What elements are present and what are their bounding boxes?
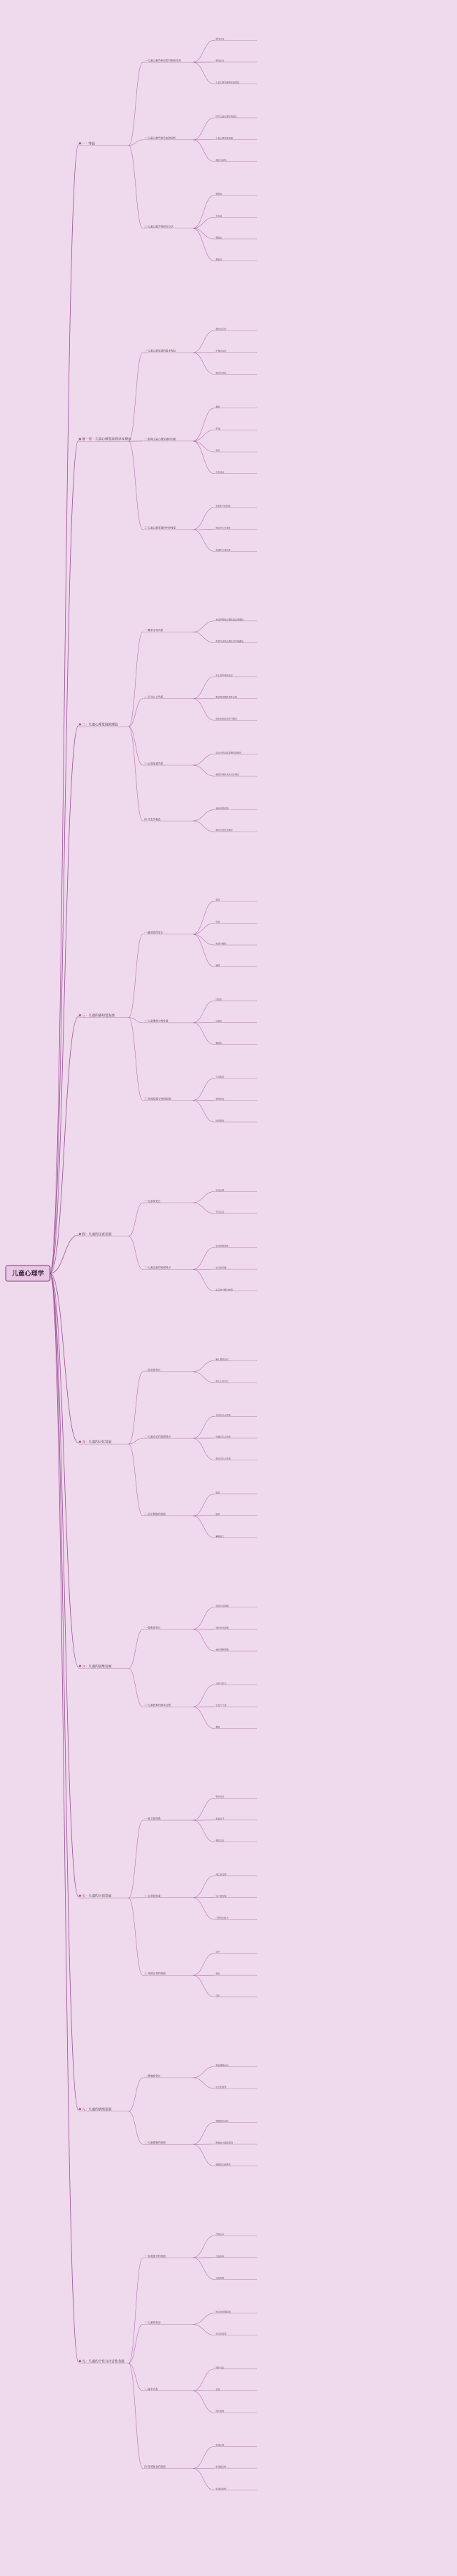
leaf-label: 简单发音 (216, 1795, 225, 1799)
connector (193, 1607, 214, 1630)
section-marker (79, 1441, 81, 1443)
connector (193, 441, 214, 452)
section-label: 第一章 · 儿童心理发展的基本理论 (82, 438, 131, 442)
leaf-label: 情绪的自我调节 (216, 2163, 231, 2166)
connector (193, 934, 214, 945)
connector (129, 2111, 143, 2144)
leaf-label: 埃里克森的心理社会发展理论 (216, 640, 244, 643)
connector-layer (50, 40, 214, 2490)
leaf-label: 复述 (216, 1490, 221, 1494)
node-layer (6, 36, 257, 2490)
subtopic-label: 二·儿童观察力的发展 (144, 1019, 169, 1023)
leaf-label: 机械记忆占优势 (216, 1435, 231, 1438)
leaf-label: 性别稳定性 (216, 2465, 227, 2469)
connector (50, 1273, 79, 1667)
connector (193, 1630, 214, 1651)
connector (193, 2468, 214, 2490)
connector (193, 632, 214, 642)
leaf-label: 教育 (216, 449, 221, 453)
leaf-label: 相互作用论 (216, 371, 227, 375)
leaf-label: 情绪的社会化 (216, 2119, 229, 2123)
connector (193, 923, 214, 934)
connector (129, 2363, 143, 2468)
root-label: 儿童心理学 (11, 1271, 44, 1278)
subtopic-label: 一·情绪的发生 (144, 2074, 161, 2078)
leaf-label: 注意的稳定性 (216, 1244, 229, 1248)
connector (193, 2324, 214, 2335)
connector (193, 1023, 214, 1044)
section-label: 七 · 儿童的言语发展 (82, 1894, 112, 1899)
subtopic-label: 三·同伴关系 (144, 2388, 159, 2391)
leaf-label: 班杜拉的社会学习理论 (216, 717, 238, 721)
connector (193, 118, 214, 140)
connector (193, 2369, 214, 2391)
leaf-label: 依恋的发展阶段 (216, 2310, 231, 2313)
connector (193, 430, 214, 441)
leaf-label: 环境 (216, 427, 221, 430)
subtopic-label: 一·前言语阶段 (144, 1817, 161, 1820)
connector (193, 2122, 214, 2144)
connector (193, 1494, 214, 1516)
connector (193, 2236, 214, 2258)
leaf-label: 华生的环境决定论 (216, 673, 233, 677)
connector (193, 699, 214, 720)
connector (50, 726, 79, 1273)
connector (50, 1273, 79, 1443)
leaf-label: 胎儿期的记忆 (216, 1358, 229, 1361)
leaf-label: 概括 (216, 1725, 221, 1729)
connector (193, 901, 214, 934)
leaf-label: 观察法 (216, 192, 223, 196)
connector (129, 1372, 143, 1444)
subtopic-label: 一·精神分析学派 (144, 629, 164, 632)
subtopic-label: 四·性别角色的发展 (144, 2465, 166, 2469)
section-marker (79, 142, 81, 144)
connector (129, 727, 143, 821)
subtopic-label: 一·记忆的发生 (144, 1368, 161, 1372)
connector (193, 1101, 214, 1122)
leaf-label: 测验法 (216, 258, 223, 261)
connector (129, 1898, 143, 1975)
leaf-label: 视觉 (216, 898, 221, 901)
connector (129, 727, 143, 765)
leaf-label: 直觉行动思维 (216, 1604, 229, 1607)
leaf-label: 弗洛伊德的心理性欲发展理论 (216, 617, 244, 621)
subtopic-label: 二·儿童心理学的历史和现状 (144, 136, 176, 140)
connector (129, 62, 143, 146)
leaf-label: 注意的分配与转移 (216, 1288, 233, 1291)
connector (129, 2078, 143, 2111)
leaf-label: 洛伦兹的印刻 (216, 807, 229, 810)
connector (193, 1360, 214, 1372)
subtopic-label: 一·儿童心理发展的基本观点 (144, 349, 176, 353)
leaf-label: 持续性 (216, 1019, 223, 1023)
subtopic-label: 三·书面言语的发展 (144, 1972, 166, 1976)
connector (50, 144, 79, 1273)
connector (193, 1684, 214, 1707)
connector (129, 2258, 143, 2363)
subtopic-label: 三·认知发展学派 (144, 762, 164, 765)
section-label: 四 · 儿童的注意发展 (82, 1233, 112, 1237)
section-label: 八 · 儿童的情绪发展 (82, 2108, 112, 2112)
connector (193, 2078, 214, 2088)
connector (193, 1438, 214, 1460)
subtopic-label: 二·儿童的依恋 (144, 2321, 161, 2325)
subtopic-label: 二·言语的形成 (144, 1894, 161, 1898)
leaf-label: 新生儿的记忆 (216, 1379, 229, 1383)
leaf-label: 阅读 (216, 1972, 221, 1976)
leaf-label: 精细加工 (216, 1535, 225, 1538)
subtopic-label: 二·儿童思维的基本过程 (144, 1704, 171, 1707)
leaf-label: 调查法 (216, 236, 223, 239)
leaf-label: 形象记忆占优势 (216, 1457, 231, 1460)
connector (193, 196, 214, 228)
connector (193, 140, 214, 161)
leaf-label: 实验法 (216, 214, 223, 218)
leaf-label: 概括性 (216, 1041, 223, 1045)
connector (193, 1898, 214, 1919)
section-label: 一 · 绪论 (82, 142, 96, 146)
connector (129, 1668, 143, 1707)
leaf-label: 自我认识 (216, 2233, 225, 2236)
connector (50, 1273, 79, 2110)
leaf-label: 目的性 (216, 998, 223, 1001)
section-marker (79, 2360, 81, 2362)
leaf-label: 稳定性与可变性 (216, 526, 231, 530)
leaf-label: 写作 (216, 1994, 221, 1997)
leaf-label: 维果茨基的文化历史理论 (216, 773, 240, 777)
connector (193, 62, 214, 84)
connector (193, 353, 214, 374)
connector (193, 934, 214, 967)
subtopic-label: 二·儿童注意的发展特点 (144, 1266, 171, 1270)
leaf-label: 自我体验 (216, 2254, 225, 2258)
subtopic-label: 二·儿童记忆的发展特点 (144, 1435, 171, 1438)
leaf-label: 斯金纳的操作条件反射 (216, 695, 238, 699)
connector (193, 2144, 214, 2166)
leaf-label: 自我控制 (216, 2276, 225, 2280)
connector (129, 1630, 143, 1669)
subtopic-label: 二·影响儿童心理发展的因素 (144, 438, 176, 441)
leaf-label: 依恋的类型 (216, 2332, 227, 2335)
section-label: 二 · 儿童心理发展的理论 (82, 723, 119, 727)
leaf-label: 科学儿童心理学的诞生 (216, 114, 238, 118)
subtopic-label: 三·记忆策略的发展 (144, 1512, 166, 1516)
connector (193, 1372, 214, 1383)
connector (193, 330, 214, 353)
subtopic-label: 三·空间知觉与时间知觉 (144, 1097, 171, 1101)
connector (193, 1079, 214, 1101)
leaf-label: 组织 (216, 1512, 221, 1516)
leaf-label: 社会性微笑 (216, 2086, 227, 2089)
connector (193, 1203, 214, 1213)
leaf-label: 皮亚杰的认知发展阶段理论 (216, 751, 242, 754)
subtopic-label: 一·注意的发生 (144, 1199, 161, 1203)
leaf-label: 儿童心理学的发展 (216, 136, 233, 140)
connector (193, 530, 214, 551)
leaf-label: 连续音节 (216, 1817, 225, 1820)
leaf-label: 定向反射 (216, 1188, 225, 1192)
connector (129, 1444, 143, 1516)
connector (193, 1876, 214, 1898)
leaf-label: 遗传决定论 (216, 328, 227, 331)
connector (129, 1203, 143, 1236)
leaf-label: 抽象逻辑思维 (216, 1648, 229, 1652)
connector (193, 228, 214, 239)
connector (193, 1191, 214, 1203)
leaf-label: 儿童心理发展的年龄阶段 (216, 81, 240, 84)
connector (129, 441, 143, 530)
connector (129, 353, 143, 441)
leaf-label: 原始情绪反应 (216, 2064, 229, 2067)
section-marker (79, 2108, 81, 2110)
connector (193, 765, 214, 776)
section-label: 五 · 儿童的记忆发展 (82, 1440, 112, 1445)
leaf-label: 识字 (216, 1950, 221, 1954)
subtopic-label: 一·儿童心理学研究的对象和任务 (144, 59, 181, 62)
leaf-label: 触觉 (216, 964, 221, 967)
leaf-label: 无意识记占优势 (216, 1413, 231, 1417)
connector (129, 146, 143, 228)
subtopic-label: 三·儿童心理发展的年龄特征 (144, 526, 176, 530)
connector (129, 934, 143, 1018)
connector (193, 1247, 214, 1269)
section-marker (79, 1014, 81, 1016)
connector (193, 2391, 214, 2413)
connector (129, 1820, 143, 1898)
connector (193, 507, 214, 530)
leaf-label: 比较与分类 (216, 1704, 227, 1707)
connector (193, 621, 214, 632)
section-marker (79, 1894, 81, 1896)
connector (129, 699, 143, 727)
leaf-label: 性别恒常性 (216, 2487, 227, 2490)
leaf-label: 模仿发音 (216, 1839, 225, 1842)
leaf-label: 研究对象 (216, 37, 225, 41)
section-marker (79, 438, 81, 440)
leaf-label: 普遍性与差异性 (216, 548, 231, 552)
connector (193, 1416, 214, 1438)
connector (129, 2324, 143, 2363)
leaf-label: 听觉 (216, 920, 221, 924)
connector (193, 810, 214, 822)
leaf-label: 无意注意 (216, 1211, 225, 1214)
leaf-label: 性别认同 (216, 2443, 225, 2447)
leaf-label: 主体活动 (216, 470, 225, 474)
connector (129, 1236, 143, 1269)
leaf-label: 同伴接纳 (216, 2410, 225, 2413)
leaf-label: 味觉与嗅觉 (216, 942, 227, 946)
subtopic-label: 二·儿童情绪的发展 (144, 2141, 166, 2145)
connector (193, 2258, 214, 2279)
connector (193, 2313, 214, 2325)
connector (193, 1820, 214, 1842)
connector (193, 2447, 214, 2469)
connector (193, 1954, 214, 1976)
connector (193, 677, 214, 699)
leaf-label: 鲍尔比的依恋理论 (216, 829, 233, 832)
leaf-label: 口语表达能力 (216, 1916, 229, 1920)
subtopic-label: 二·行为主义学派 (144, 695, 164, 699)
leaf-label: 分析与综合 (216, 1682, 227, 1685)
leaf-label: 连续性与阶段性 (216, 505, 231, 508)
leaf-label: 时间知觉 (216, 1118, 225, 1122)
section-marker (79, 1665, 81, 1667)
connector (193, 754, 214, 766)
leaf-label: 友谊 (216, 2388, 221, 2391)
leaf-label: 深度知觉 (216, 1097, 225, 1101)
connector (193, 217, 214, 228)
leaf-label: 词汇的发展 (216, 1872, 227, 1876)
connector (193, 1975, 214, 1996)
leaf-label: 现状与趋势 (216, 158, 227, 162)
connector (193, 1707, 214, 1728)
connector (129, 1017, 143, 1100)
leaf-label: 注意的范围 (216, 1266, 227, 1270)
subtopic-label: 一·思维的发生 (144, 1626, 161, 1630)
subtopic-label: 四·习性学理论 (144, 817, 161, 821)
connector (193, 2066, 214, 2078)
leaf-label: 情绪的丰富和深刻 (216, 2141, 233, 2145)
connector (193, 821, 214, 832)
connector (193, 441, 214, 474)
leaf-label: 遗传 (216, 405, 221, 408)
subtopic-label: 一·自我意识的发展 (144, 2254, 166, 2258)
connector (193, 1001, 214, 1023)
subtopic-label: 一·感知觉的发生 (144, 931, 164, 934)
section-label: 九 · 儿童的个性与社会性发展 (82, 2360, 125, 2364)
section-label: 三 · 儿童的感知觉发展 (82, 1014, 115, 1018)
section-label: 六 · 儿童的思维发展 (82, 1665, 112, 1669)
connector (193, 408, 214, 441)
leaf-label: 环境决定论 (216, 349, 227, 353)
section-marker (79, 1233, 81, 1235)
leaf-label: 具体形象思维 (216, 1626, 229, 1630)
section-marker (79, 723, 81, 725)
subtopic-label: 三·儿童心理学的研究方法 (144, 225, 174, 228)
leaf-label: 方位知觉 (216, 1075, 225, 1079)
connector (193, 1516, 214, 1537)
connector (193, 40, 214, 62)
leaf-label: 同伴交往 (216, 2365, 225, 2369)
leaf-label: 句子的发展 (216, 1894, 227, 1898)
connector (193, 1269, 214, 1290)
connector (193, 1798, 214, 1820)
leaf-label: 研究任务 (216, 59, 225, 62)
connector (193, 228, 214, 261)
